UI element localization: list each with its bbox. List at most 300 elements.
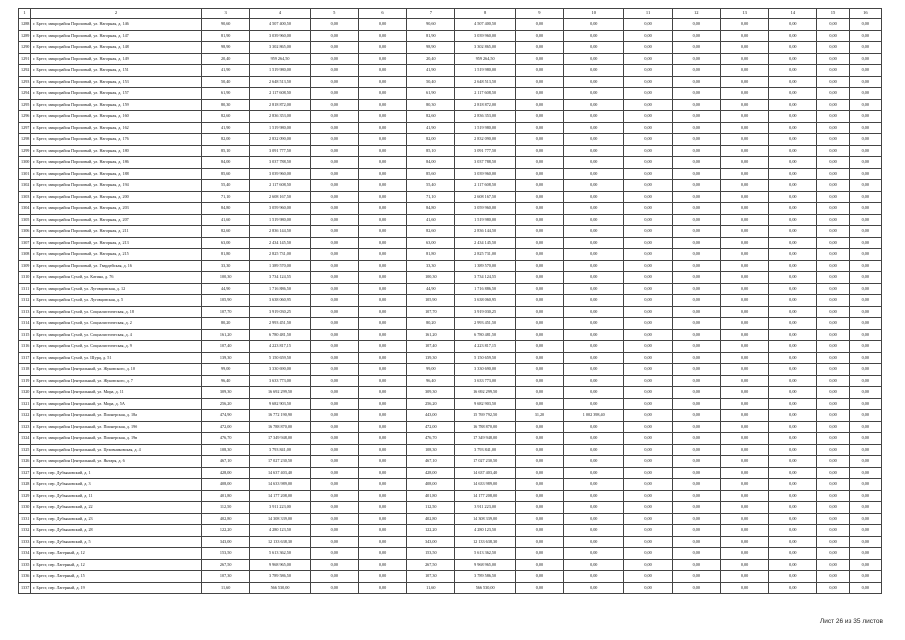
table-row bbox=[19, 76, 882, 88]
value-cell: 0,00 bbox=[769, 548, 817, 560]
value-cell: 0,00 bbox=[515, 456, 563, 468]
table-row bbox=[19, 341, 882, 353]
value-cell: 0,00 bbox=[310, 191, 358, 203]
value-cell: 0,00 bbox=[769, 203, 817, 215]
value-cell: 0,00 bbox=[624, 272, 672, 284]
value-cell: 0,00 bbox=[515, 444, 563, 456]
value-cell: 0,00 bbox=[672, 111, 720, 123]
row-number-cell: 1309 bbox=[19, 260, 31, 272]
value-cell: 0,00 bbox=[564, 444, 624, 456]
value-cell: 14 633 989,00 bbox=[455, 479, 515, 491]
value-cell: 0,00 bbox=[817, 145, 849, 157]
value-cell: 0,00 bbox=[720, 387, 768, 399]
table-row bbox=[19, 145, 882, 157]
value-cell: 0,00 bbox=[624, 513, 672, 525]
value-cell: 3 793 841,00 bbox=[250, 444, 310, 456]
address-cell: г. Брест, микрорайон Центральный, ул. Жуковского, д. 7 bbox=[31, 375, 202, 387]
address-cell: г. Брест, микрорайон Пороховый, ул. Нагорная, д. 211 bbox=[31, 226, 202, 238]
value-cell: 0,00 bbox=[624, 65, 672, 77]
value-cell: 14 308 339,00 bbox=[455, 513, 515, 525]
value-cell: 0,00 bbox=[769, 260, 817, 272]
address-cell: г. Брест, микрорайон Центральный, ул. Цеховниковская, д. 4 bbox=[31, 444, 202, 456]
value-cell: 0,00 bbox=[672, 352, 720, 364]
value-cell: 0,00 bbox=[515, 295, 563, 307]
table-row bbox=[19, 525, 882, 537]
table-row bbox=[19, 571, 882, 583]
value-cell: 0,00 bbox=[849, 134, 881, 146]
value-cell: 267,50 bbox=[407, 559, 455, 571]
value-cell: 3 039 960,00 bbox=[455, 168, 515, 180]
value-cell: 0,00 bbox=[849, 65, 881, 77]
value-cell: 71,10 bbox=[407, 191, 455, 203]
value-cell: 0,00 bbox=[358, 421, 406, 433]
value-cell: 2 832 090,00 bbox=[455, 134, 515, 146]
value-cell: 0,00 bbox=[849, 525, 881, 537]
value-cell: 0,00 bbox=[849, 502, 881, 514]
value-cell: 0,00 bbox=[849, 111, 881, 123]
address-cell: г. Брест, пер. Дубьяновский, д. 1 bbox=[31, 467, 202, 479]
value-cell: 85,60 bbox=[202, 168, 250, 180]
address-cell: г. Брест, пер. Лагерный, д. 12 bbox=[31, 559, 202, 571]
table-row bbox=[19, 410, 882, 422]
value-cell: 0,00 bbox=[817, 249, 849, 261]
value-cell: 0,00 bbox=[564, 191, 624, 203]
row-number-cell: 1296 bbox=[19, 111, 31, 123]
value-cell: 0,00 bbox=[849, 329, 881, 341]
value-cell: 0,00 bbox=[310, 559, 358, 571]
value-cell: 0,00 bbox=[769, 42, 817, 54]
value-cell: 0,00 bbox=[310, 582, 358, 594]
value-cell: 3 302 865,00 bbox=[250, 42, 310, 54]
value-cell: 9 682 903,50 bbox=[455, 398, 515, 410]
value-cell: 81,80 bbox=[407, 249, 455, 261]
value-cell: 17 349 948,00 bbox=[250, 433, 310, 445]
value-cell: 0,00 bbox=[672, 387, 720, 399]
value-cell: 0,00 bbox=[769, 559, 817, 571]
value-cell: 0,00 bbox=[817, 260, 849, 272]
value-cell: 0,00 bbox=[769, 168, 817, 180]
address-cell: г. Брест, микрорайон Пороховый, ул. Нагорная, д. 147 bbox=[31, 30, 202, 42]
table-row bbox=[19, 398, 882, 410]
table-row bbox=[19, 99, 882, 111]
value-cell: 0,00 bbox=[624, 157, 672, 169]
column-header: 13 bbox=[720, 9, 768, 19]
table-row bbox=[19, 433, 882, 445]
value-cell: 0,00 bbox=[817, 180, 849, 192]
table-row bbox=[19, 387, 882, 399]
value-cell: 5 150 659,50 bbox=[455, 352, 515, 364]
value-cell: 0,00 bbox=[672, 76, 720, 88]
value-cell: 0,00 bbox=[358, 249, 406, 261]
value-cell: 2 648 513,50 bbox=[455, 76, 515, 88]
value-cell: 0,00 bbox=[720, 398, 768, 410]
value-cell: 0,00 bbox=[817, 283, 849, 295]
address-cell: г. Брест, пер. Дубьяновский, д. 11 bbox=[31, 490, 202, 502]
value-cell: 0,00 bbox=[564, 260, 624, 272]
value-cell: 0,00 bbox=[564, 76, 624, 88]
value-cell: 0,00 bbox=[624, 237, 672, 249]
value-cell: 6 780 481,50 bbox=[455, 329, 515, 341]
value-cell: 0,00 bbox=[310, 145, 358, 157]
address-cell: г. Брест, микрорайон Пороховый, ул. Нагорная, д. 153 bbox=[31, 76, 202, 88]
value-cell: 0,00 bbox=[564, 53, 624, 65]
value-cell: 0,00 bbox=[624, 88, 672, 100]
value-cell: 0,00 bbox=[672, 490, 720, 502]
value-cell: 476,70 bbox=[202, 433, 250, 445]
column-header: 8 bbox=[455, 9, 515, 19]
value-cell: 0,00 bbox=[515, 19, 563, 31]
value-cell: 0,00 bbox=[515, 249, 563, 261]
value-cell: 0,00 bbox=[564, 180, 624, 192]
value-cell: 0,00 bbox=[358, 341, 406, 353]
value-cell: 3 734 124,55 bbox=[250, 272, 310, 284]
value-cell: 0,00 bbox=[849, 237, 881, 249]
value-cell: 343,00 bbox=[407, 536, 455, 548]
column-header: 16 bbox=[849, 9, 881, 19]
value-cell: 0,00 bbox=[310, 214, 358, 226]
address-cell: г. Брест, микрорайон Пороховый, ул. Нагорная, д. 176 bbox=[31, 134, 202, 146]
value-cell: 0,00 bbox=[564, 145, 624, 157]
value-cell: 0,00 bbox=[564, 318, 624, 330]
value-cell: 401,80 bbox=[202, 490, 250, 502]
address-cell: г. Брест, пер. Дубьяновский, д. 5 bbox=[31, 536, 202, 548]
row-number-cell: 1292 bbox=[19, 65, 31, 77]
value-cell: 2 117 608,50 bbox=[250, 180, 310, 192]
row-number-cell: 1328 bbox=[19, 479, 31, 491]
value-cell: 0,00 bbox=[849, 375, 881, 387]
value-cell: 2 434 145,50 bbox=[455, 237, 515, 249]
value-cell: 4 280 123,50 bbox=[455, 525, 515, 537]
value-cell: 3 039 960,00 bbox=[250, 168, 310, 180]
value-cell: 2 117 608,50 bbox=[455, 180, 515, 192]
value-cell: 81,90 bbox=[202, 30, 250, 42]
value-cell: 3 059 960,00 bbox=[250, 203, 310, 215]
value-cell: 0,00 bbox=[564, 30, 624, 42]
value-cell: 0,00 bbox=[817, 433, 849, 445]
value-cell: 16 788 870,00 bbox=[250, 421, 310, 433]
value-cell: 0,00 bbox=[564, 226, 624, 238]
value-cell: 3 633 773,00 bbox=[250, 375, 310, 387]
value-cell: 0,00 bbox=[515, 203, 563, 215]
value-cell: 0,00 bbox=[564, 582, 624, 594]
value-cell: 9 968 965,00 bbox=[250, 559, 310, 571]
column-header: 9 bbox=[515, 9, 563, 19]
value-cell: 0,00 bbox=[624, 180, 672, 192]
row-number-cell: 1330 bbox=[19, 502, 31, 514]
row-number-cell: 1317 bbox=[19, 352, 31, 364]
value-cell: 9 968 965,00 bbox=[455, 559, 515, 571]
value-cell: 0,00 bbox=[672, 467, 720, 479]
address-cell: г. Брест, пер. Лагерный, д. 19 bbox=[31, 582, 202, 594]
value-cell: 0,00 bbox=[817, 226, 849, 238]
value-cell: 0,00 bbox=[515, 306, 563, 318]
value-cell: 0,00 bbox=[720, 30, 768, 42]
row-number-cell: 1324 bbox=[19, 433, 31, 445]
value-cell: 0,00 bbox=[358, 134, 406, 146]
value-cell: 0,00 bbox=[624, 364, 672, 376]
value-cell: 0,00 bbox=[672, 19, 720, 31]
value-cell: 0,00 bbox=[310, 467, 358, 479]
value-cell: 0,00 bbox=[720, 157, 768, 169]
value-cell: 11,60 bbox=[407, 582, 455, 594]
value-cell: 0,00 bbox=[672, 260, 720, 272]
value-cell: 0,00 bbox=[720, 111, 768, 123]
value-cell: 0,00 bbox=[720, 99, 768, 111]
value-cell: 161,20 bbox=[407, 329, 455, 341]
value-cell: 5 150 659,50 bbox=[250, 352, 310, 364]
value-cell: 0,00 bbox=[624, 226, 672, 238]
value-cell: 0,00 bbox=[817, 168, 849, 180]
value-cell: 0,00 bbox=[720, 502, 768, 514]
value-cell: 408,00 bbox=[407, 479, 455, 491]
value-cell: 0,00 bbox=[358, 272, 406, 284]
value-cell: 2 836 144,50 bbox=[250, 226, 310, 238]
value-cell: 959 264,50 bbox=[455, 53, 515, 65]
value-cell: 16 772 190,90 bbox=[250, 410, 310, 422]
value-cell: 0,00 bbox=[769, 30, 817, 42]
value-cell: 0,00 bbox=[358, 99, 406, 111]
value-cell: 0,00 bbox=[358, 318, 406, 330]
table-row bbox=[19, 53, 882, 65]
value-cell: 84,00 bbox=[202, 157, 250, 169]
address-cell: г. Брест, микрорайон Пороховый, ул. Нагорная, д. 149 bbox=[31, 53, 202, 65]
address-cell: г. Брест, микрорайон Центральный, ул. Янтаря, д. 6 bbox=[31, 456, 202, 468]
row-number-cell: 1306 bbox=[19, 226, 31, 238]
value-cell: 0,00 bbox=[358, 467, 406, 479]
value-cell: 0,00 bbox=[624, 260, 672, 272]
value-cell: 4 507 400,50 bbox=[455, 19, 515, 31]
value-cell: 0,00 bbox=[849, 433, 881, 445]
value-cell: 309,30 bbox=[407, 387, 455, 399]
value-cell: 0,00 bbox=[672, 421, 720, 433]
value-cell: 0,00 bbox=[624, 456, 672, 468]
value-cell: 0,00 bbox=[672, 364, 720, 376]
row-number-cell: 1300 bbox=[19, 157, 31, 169]
value-cell: 0,00 bbox=[769, 410, 817, 422]
value-cell: 0,00 bbox=[515, 260, 563, 272]
address-cell: г. Брест, микрорайон Пороховый, ул. Нагорная, д. 148 bbox=[31, 42, 202, 54]
address-cell: г. Брест, микрорайон Пороховый, ул. Нагорная, д. 194 bbox=[31, 180, 202, 192]
value-cell: 0,00 bbox=[310, 490, 358, 502]
value-cell: 2 818 872,00 bbox=[455, 99, 515, 111]
value-cell: 0,00 bbox=[769, 341, 817, 353]
value-cell: 2 832 090,00 bbox=[250, 134, 310, 146]
value-cell: 41,60 bbox=[407, 214, 455, 226]
value-cell: 0,00 bbox=[624, 479, 672, 491]
value-cell: 0,00 bbox=[515, 433, 563, 445]
value-cell: 0,00 bbox=[720, 548, 768, 560]
value-cell: 0,00 bbox=[624, 122, 672, 134]
value-cell: 3 302 865,00 bbox=[455, 42, 515, 54]
table-row bbox=[19, 502, 882, 514]
value-cell: 0,00 bbox=[849, 272, 881, 284]
value-cell: 0,00 bbox=[358, 168, 406, 180]
value-cell: 6 780 481,50 bbox=[250, 329, 310, 341]
value-cell: 0,00 bbox=[564, 364, 624, 376]
value-cell: 0,00 bbox=[720, 421, 768, 433]
value-cell: 0,00 bbox=[515, 99, 563, 111]
value-cell: 0,00 bbox=[358, 145, 406, 157]
table-row bbox=[19, 306, 882, 318]
column-header: 2 bbox=[31, 9, 202, 19]
value-cell: 0,00 bbox=[672, 398, 720, 410]
table-row bbox=[19, 42, 882, 54]
value-cell: 0,00 bbox=[624, 99, 672, 111]
value-cell: 0,00 bbox=[769, 283, 817, 295]
value-cell: 0,00 bbox=[564, 88, 624, 100]
value-cell: 41,90 bbox=[202, 122, 250, 134]
value-cell: 0,00 bbox=[769, 180, 817, 192]
value-cell: 20,40 bbox=[202, 53, 250, 65]
value-cell: 0,00 bbox=[624, 249, 672, 261]
value-cell: 0,00 bbox=[720, 168, 768, 180]
value-cell: 0,00 bbox=[849, 260, 881, 272]
value-cell: 0,00 bbox=[624, 42, 672, 54]
column-header: 7 bbox=[407, 9, 455, 19]
value-cell: 0,00 bbox=[849, 306, 881, 318]
value-cell: 0,00 bbox=[310, 525, 358, 537]
value-cell: 0,00 bbox=[720, 559, 768, 571]
table-row bbox=[19, 65, 882, 77]
value-cell: 0,00 bbox=[515, 122, 563, 134]
value-cell: 3 789 586,50 bbox=[250, 571, 310, 583]
value-cell: 0,00 bbox=[817, 559, 849, 571]
value-cell: 0,00 bbox=[310, 398, 358, 410]
value-cell: 3 911 223,00 bbox=[455, 502, 515, 514]
value-cell: 0,00 bbox=[769, 352, 817, 364]
value-cell: 0,00 bbox=[817, 134, 849, 146]
value-cell: 82,00 bbox=[407, 134, 455, 146]
value-cell: 81,80 bbox=[202, 249, 250, 261]
value-cell: 0,00 bbox=[672, 306, 720, 318]
value-cell: 0,00 bbox=[720, 122, 768, 134]
value-cell: 0,00 bbox=[817, 111, 849, 123]
value-cell: 0,00 bbox=[672, 237, 720, 249]
value-cell: 0,00 bbox=[624, 559, 672, 571]
value-cell: 0,00 bbox=[358, 364, 406, 376]
row-number-cell: 1318 bbox=[19, 364, 31, 376]
value-cell: 0,00 bbox=[672, 134, 720, 146]
row-number-cell: 1303 bbox=[19, 191, 31, 203]
value-cell: 50,40 bbox=[407, 76, 455, 88]
value-cell: 96,40 bbox=[407, 375, 455, 387]
address-cell: г. Брест, микрорайон Сухой, ул. Социалистическая, д. 2 bbox=[31, 318, 202, 330]
value-cell: 428,00 bbox=[407, 467, 455, 479]
value-cell: 0,00 bbox=[849, 571, 881, 583]
value-cell: 0,00 bbox=[817, 456, 849, 468]
value-cell: 0,00 bbox=[624, 582, 672, 594]
value-cell: 112,50 bbox=[407, 502, 455, 514]
value-cell: 0,00 bbox=[564, 99, 624, 111]
value-cell: 0,00 bbox=[624, 341, 672, 353]
value-cell: 82,00 bbox=[202, 134, 250, 146]
table-row bbox=[19, 513, 882, 525]
value-cell: 0,00 bbox=[849, 421, 881, 433]
table-row bbox=[19, 364, 882, 376]
value-cell: 0,00 bbox=[624, 410, 672, 422]
address-cell: г. Брест, микрорайон Центральный, ул. Мира, д. 11 bbox=[31, 387, 202, 399]
value-cell: 0,00 bbox=[672, 341, 720, 353]
value-cell: 0,00 bbox=[769, 364, 817, 376]
value-cell: 0,00 bbox=[720, 65, 768, 77]
value-cell: 0,00 bbox=[849, 387, 881, 399]
value-cell: 0,00 bbox=[358, 513, 406, 525]
value-cell: 0,00 bbox=[817, 502, 849, 514]
value-cell: 0,00 bbox=[849, 582, 881, 594]
value-cell: 9 682 903,50 bbox=[250, 398, 310, 410]
value-cell: 0,00 bbox=[310, 111, 358, 123]
value-cell: 0,00 bbox=[515, 329, 563, 341]
value-cell: 0,00 bbox=[515, 536, 563, 548]
value-cell: 0,00 bbox=[849, 145, 881, 157]
row-number-cell: 1337 bbox=[19, 582, 31, 594]
row-number-cell: 1312 bbox=[19, 295, 31, 307]
value-cell: 467,10 bbox=[202, 456, 250, 468]
value-cell: 428,00 bbox=[202, 467, 250, 479]
value-cell: 0,00 bbox=[564, 249, 624, 261]
value-cell: 0,00 bbox=[310, 306, 358, 318]
value-cell: 0,00 bbox=[849, 226, 881, 238]
value-cell: 0,00 bbox=[310, 88, 358, 100]
value-cell: 0,00 bbox=[720, 237, 768, 249]
value-cell: 5 613 362,50 bbox=[455, 548, 515, 560]
value-cell: 0,00 bbox=[849, 318, 881, 330]
value-cell: 63,00 bbox=[407, 237, 455, 249]
row-number-cell: 1334 bbox=[19, 548, 31, 560]
value-cell: 0,00 bbox=[769, 318, 817, 330]
value-cell: 0,00 bbox=[817, 76, 849, 88]
value-cell: 0,00 bbox=[624, 30, 672, 42]
value-cell: 401,80 bbox=[407, 490, 455, 502]
value-cell: 3 638 060,95 bbox=[250, 295, 310, 307]
value-cell: 0,00 bbox=[720, 203, 768, 215]
value-cell: 3 793 841,00 bbox=[455, 444, 515, 456]
value-cell: 0,00 bbox=[310, 42, 358, 54]
row-number-cell: 1313 bbox=[19, 306, 31, 318]
value-cell: 0,00 bbox=[769, 249, 817, 261]
value-cell: 31,20 bbox=[515, 410, 563, 422]
value-cell: 0,00 bbox=[310, 502, 358, 514]
value-cell: 108,30 bbox=[407, 444, 455, 456]
value-cell: 1 716 886,50 bbox=[250, 283, 310, 295]
value-cell: 0,00 bbox=[817, 467, 849, 479]
value-cell: 1 389 570,00 bbox=[250, 260, 310, 272]
row-number-cell: 1322 bbox=[19, 410, 31, 422]
table-row bbox=[19, 30, 882, 42]
value-cell: 0,00 bbox=[672, 157, 720, 169]
value-cell: 107,30 bbox=[407, 571, 455, 583]
value-cell: 0,00 bbox=[769, 398, 817, 410]
value-cell: 0,00 bbox=[769, 502, 817, 514]
value-cell: 0,00 bbox=[720, 283, 768, 295]
value-cell: 2 608 167,50 bbox=[455, 191, 515, 203]
value-cell: 467,10 bbox=[407, 456, 455, 468]
value-cell: 0,00 bbox=[515, 76, 563, 88]
table-row bbox=[19, 272, 882, 284]
value-cell: 0,00 bbox=[564, 237, 624, 249]
value-cell: 0,00 bbox=[564, 548, 624, 560]
value-cell: 0,00 bbox=[769, 76, 817, 88]
value-cell: 0,00 bbox=[564, 134, 624, 146]
address-cell: г. Брест, микрорайон Центральный, ул. Пионерская, д. 18а bbox=[31, 410, 202, 422]
value-cell: 0,00 bbox=[720, 260, 768, 272]
value-cell: 0,00 bbox=[624, 283, 672, 295]
value-cell: 0,00 bbox=[624, 318, 672, 330]
value-cell: 0,00 bbox=[624, 548, 672, 560]
table-row bbox=[19, 479, 882, 491]
value-cell: 1 519 980,00 bbox=[455, 214, 515, 226]
value-cell: 0,00 bbox=[769, 88, 817, 100]
